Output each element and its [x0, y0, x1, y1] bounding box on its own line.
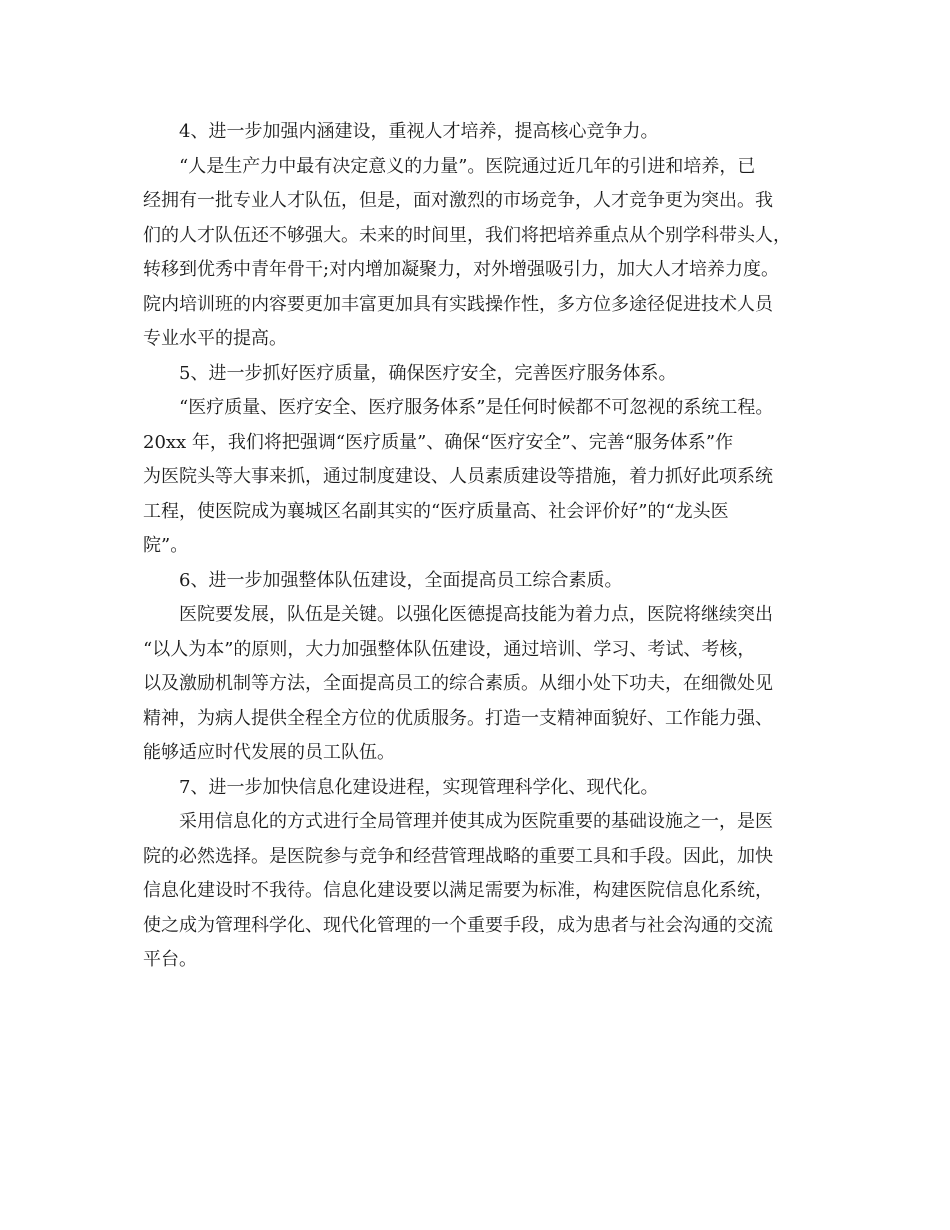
text-line: 5、进一步抓好医疗质量，确保医疗安全，完善医疗服务体系。: [179, 362, 677, 384]
text-line: 转移到优秀中青年骨干;对内增加凝聚力，对外增强吸引力，加大人才培养力度。: [143, 259, 780, 280]
section-7-body: [143, 805, 813, 978]
text-line: “人是生产力中最有决定意义的力量”。医院通过近几年的引进和培养，已: [179, 155, 756, 177]
text-line: “以人为本”的原则，大力加强整体队伍建设，通过培训、学习、考试、考核，: [143, 638, 756, 660]
text-line: 4、进一步加强内涵建设，重视人才培养，提高核心竞争力。: [179, 121, 659, 142]
section-5-heading: [143, 357, 813, 392]
text-line: 平台。: [143, 949, 197, 970]
text-line: 能够适应时代发展的员工队伍。: [143, 742, 395, 763]
section-4-body: [143, 150, 813, 357]
section-7-heading: [143, 771, 813, 806]
section-6-body: [143, 598, 813, 771]
text-line: 院的必然选择。是医院参与竞争和经营管理战略的重要工具和手段。因此，加快: [143, 845, 773, 867]
text-line: 院内培训班的内容要更加丰富更加具有实践操作性，多方位多途径促进技术人员: [143, 293, 773, 315]
text-line: 精神，为病人提供全程全方位的优质服务。打造一支精神面貌好、工作能力强、: [143, 707, 773, 729]
text-line: 为医院头等大事来抓，通过制度建设、人员素质建设等措施，着力抓好此项系统: [143, 466, 773, 487]
text-line: 们的人才队伍还不够强大。未来的时间里，我们将把培养重点从个别学科带头人，: [143, 224, 791, 246]
section-5-body: [143, 391, 813, 564]
text-line: 6、进一步加强整体队伍建设，全面提高员工综合素质。: [179, 569, 623, 591]
section-6-heading: [143, 564, 813, 599]
text-line: 院”。: [143, 535, 189, 556]
text-line: 采用信息化的方式进行全局管理并使其成为医院重要的基础设施之一，是医: [179, 811, 773, 832]
text-line: 使之成为管理科学化、现代化管理的一个重要手段，成为患者与社会沟通的交流: [143, 914, 773, 936]
text-line: 以及激励机制等方法，全面提高员工的综合素质。从细小处下功夫，在细微处见: [143, 673, 773, 694]
document-body: [143, 115, 813, 978]
text-line: 工程，使医院成为襄城区名副其实的“医疗质量高、社会评价好”的“龙头医: [143, 500, 729, 522]
text-line: 信息化建设时不我待。信息化建设要以满足需要为标准，构建医院信息化系统，: [143, 880, 773, 901]
text-line: 专业水平的提高。: [143, 328, 287, 349]
text-line: 医院要发展，队伍是关键。以强化医德提高技能为着力点，医院将继续突出: [179, 604, 773, 625]
text-line: 7、进一步加快信息化建设进程，实现管理科学化、现代化。: [179, 776, 659, 798]
text-line: 20xx 年，我们将把强调“医疗质量”、确保“医疗安全”、完善“服务体系”作: [143, 431, 734, 453]
text-line: “医疗质量、医疗安全、医疗服务体系”是任何时候都不可忽视的系统工程。: [179, 397, 774, 418]
text-line: 经拥有一批专业人才队伍，但是，面对激烈的市场竞争，人才竞争更为突出。我: [143, 190, 773, 211]
section-4-heading: [143, 115, 813, 150]
